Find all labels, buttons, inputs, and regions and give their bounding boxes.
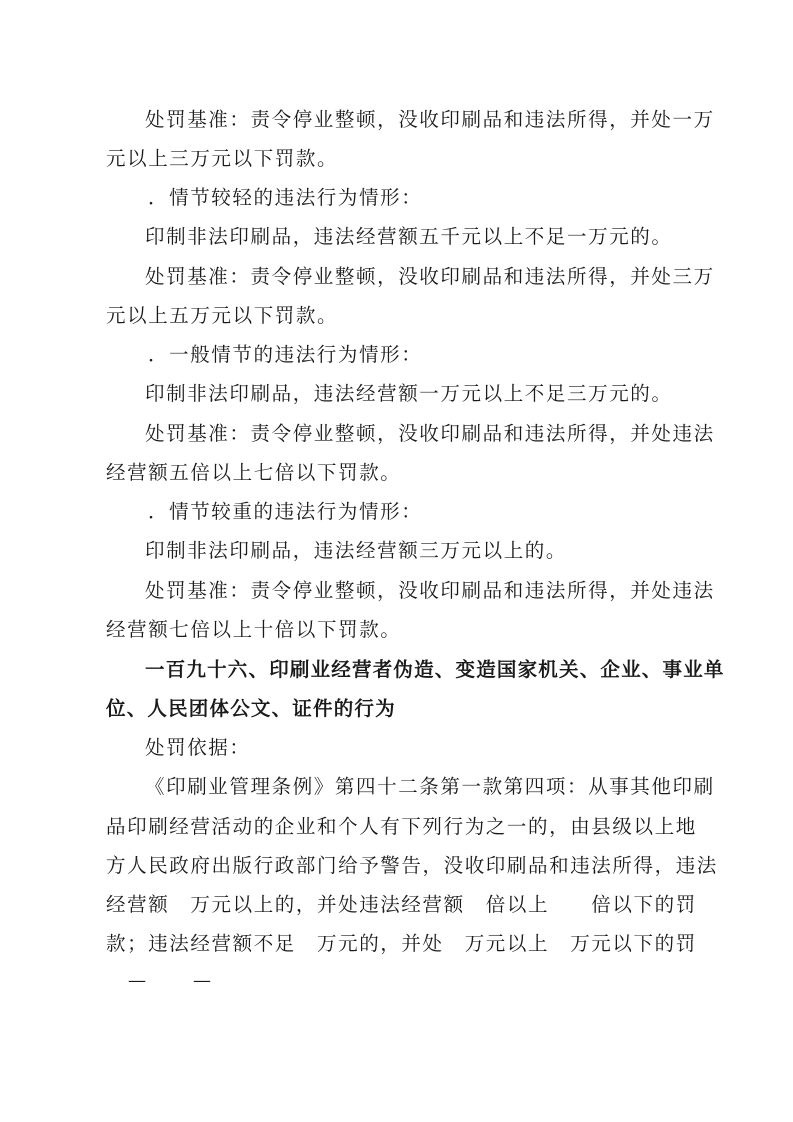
text-line: 处罚基准：责令停业整顿，没收印刷品和违法所得，并处三万 xyxy=(145,265,715,288)
section-heading: ．情节较重的违法行为情形： xyxy=(148,500,423,523)
text-line: 经营额五倍以上七倍以下罚款。 xyxy=(106,461,402,484)
text-line: 印制非法印刷品，违法经营额一万元以上不足三万元的。 xyxy=(145,382,673,405)
text-line: 处罚基准：责令停业整顿，没收印刷品和违法所得，并处违法 xyxy=(145,422,715,445)
section-heading: ．情节较轻的违法行为情形： xyxy=(148,186,423,209)
text-line: 印制非法印刷品，违法经营额三万元以上的。 xyxy=(145,539,568,562)
text-line: 《印刷业管理条例》第四十二条第一款第四项：从事其他印刷 xyxy=(145,775,715,798)
text-line: 处罚基准：责令停业整顿，没收印刷品和违法所得，并处一万 xyxy=(145,108,715,131)
text-line: 元以上三万元以下罚款。 xyxy=(106,147,339,170)
text-line: 品印刷经营活动的企业和个人有下列行为之一的，由县级以上地 xyxy=(106,815,697,838)
text-line: 经营额七倍以上十倍以下罚款。 xyxy=(106,618,402,641)
article-title: 一百九十六、印刷业经营者伪造、变造国家机关、企业、事业单 xyxy=(145,658,725,681)
text-line: 处罚基准：责令停业整顿，没收印刷品和违法所得，并处违法 xyxy=(145,579,715,602)
footer-dash-left: — xyxy=(128,970,147,991)
text-line: 款；违法经营额不足 万元的，并处 万元以上 万元以下的罚 xyxy=(106,932,697,955)
text-line: 元以上五万元以下罚款。 xyxy=(106,304,339,327)
text-line: 方人民政府出版行政部门给予警告，没收印刷品和违法所得，违法 xyxy=(106,854,718,877)
page-footer xyxy=(128,970,212,992)
section-heading: ．一般情节的违法行为情形： xyxy=(148,343,423,366)
footer-dash-right: — xyxy=(193,970,212,991)
article-title: 位、人民团体公文、证件的行为 xyxy=(106,697,396,720)
text-line: 印制非法印刷品，违法经营额五千元以上不足一万元的。 xyxy=(145,225,673,248)
text-line: 经营额 万元以上的，并处违法经营额 倍以上 倍以下的罚 xyxy=(106,893,697,916)
text-line: 处罚依据： xyxy=(145,736,251,759)
